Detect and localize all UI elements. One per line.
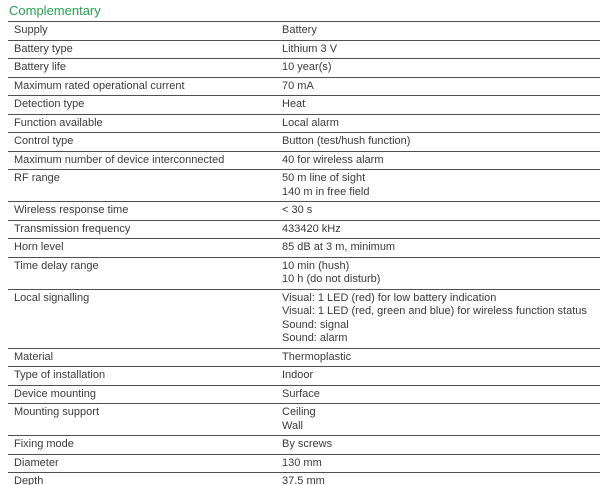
row-label: Depth: [14, 475, 44, 485]
section-title: Complementary: [9, 3, 101, 18]
table-row: [8, 289, 600, 348]
table-row: [8, 366, 600, 385]
row-label: Material: [14, 350, 54, 363]
value-line: 433420 kHz: [282, 222, 341, 235]
value-line: 50 m line of sight: [282, 172, 366, 184]
value-line: 10 min (hush): [282, 259, 350, 272]
table-row: [8, 472, 600, 485]
row-label: Horn level: [14, 241, 64, 253]
table-row: [8, 257, 600, 289]
row-value: [282, 43, 600, 57]
row-value: [282, 369, 600, 383]
table-row: [8, 169, 600, 201]
value-line: 70 mA: [282, 79, 314, 92]
row-value: [282, 241, 600, 255]
value-line: Wall: [282, 419, 303, 432]
row-label: Diameter: [14, 456, 59, 469]
row-label: Fixing mode: [14, 438, 74, 450]
table-row: [8, 95, 600, 114]
value-line: Heat: [282, 98, 306, 110]
row-label: Battery life: [14, 61, 66, 73]
row-value: [282, 260, 600, 287]
row-value: [282, 117, 600, 131]
table-row: [8, 40, 600, 59]
row-value: [282, 98, 600, 112]
row-label: Time delay range: [14, 259, 99, 272]
table-row: [8, 435, 600, 454]
row-value: [282, 204, 600, 218]
table-row: [8, 58, 600, 77]
row-value: [282, 388, 600, 402]
row-value: [282, 223, 600, 237]
value-line: 140 m in free field: [282, 185, 370, 198]
value-line: 10 h (do not disturb): [282, 273, 381, 285]
spec-table: [8, 21, 600, 485]
row-label: Function available: [14, 116, 103, 129]
row-value: [282, 292, 600, 346]
table-row: [8, 238, 600, 257]
value-line: Lithium 3 V: [282, 42, 338, 55]
row-value: [282, 80, 600, 94]
row-label: Device mounting: [14, 387, 96, 400]
row-label: Maximum number of device interconnected: [14, 153, 225, 166]
row-value: [282, 61, 600, 75]
row-value: [282, 438, 600, 452]
value-line: 130 mm: [282, 456, 322, 469]
row-value: [282, 475, 600, 485]
value-line: Local alarm: [282, 116, 339, 129]
table-row: [8, 201, 600, 220]
table-row: [8, 132, 600, 151]
table-row: [8, 454, 600, 473]
row-label: Maximum rated operational current: [14, 79, 185, 92]
value-line: Indoor: [282, 369, 314, 381]
row-label: Supply: [14, 24, 48, 36]
row-label: Mounting support: [14, 406, 99, 418]
row-value: [282, 172, 600, 199]
value-line: 10 year(s): [282, 61, 332, 73]
row-label: Battery type: [14, 42, 73, 55]
row-label: Local signalling: [14, 291, 90, 304]
value-line: Thermoplastic: [282, 350, 352, 363]
value-line: Visual: 1 LED (red, green and blue) for wireless function status: [282, 305, 587, 317]
row-label: Type of installation: [14, 369, 106, 381]
row-value: [282, 135, 600, 149]
table-row: [8, 403, 600, 435]
table-row: [8, 21, 600, 40]
value-line: Sound: signal: [282, 318, 349, 331]
row-value: [282, 406, 600, 433]
row-value: [282, 351, 600, 365]
value-line: Sound: alarm: [282, 332, 348, 344]
row-label: Detection type: [14, 98, 85, 110]
table-row: [8, 220, 600, 239]
value-line: Button (test/hush function): [282, 135, 411, 147]
table-row: [8, 348, 600, 367]
row-label: Control type: [14, 135, 74, 147]
row-value: [282, 457, 600, 471]
value-line: 37.5 mm: [282, 475, 325, 485]
value-line: By screws: [282, 438, 333, 450]
table-row: [8, 385, 600, 404]
value-line: Visual: 1 LED (red) for low battery indication: [282, 291, 497, 304]
row-value: [282, 24, 600, 38]
value-line: Surface: [282, 387, 320, 400]
row-label: RF range: [14, 172, 60, 184]
row-label: Wireless response time: [14, 204, 129, 216]
table-row: [8, 151, 600, 170]
value-line: Battery: [282, 24, 317, 36]
value-line: 85 dB at 3 m, minimum: [282, 241, 396, 253]
value-line: < 30 s: [282, 204, 313, 216]
value-line: 40 for wireless alarm: [282, 153, 384, 166]
table-row: [8, 114, 600, 133]
table-row: [8, 77, 600, 96]
row-label: Transmission frequency: [14, 222, 131, 235]
row-value: [282, 154, 600, 168]
value-line: Ceiling: [282, 406, 316, 418]
